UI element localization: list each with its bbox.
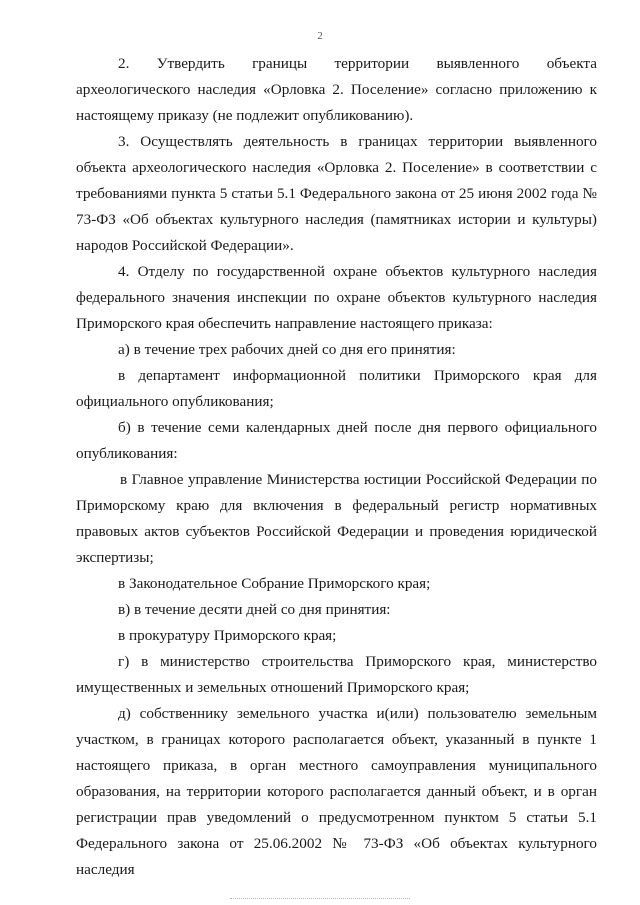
paragraph-subitem-b: б) в течение семи календарных дней после дня первого официального опубликования: <box>76 419 597 462</box>
paragraph-subitem-v: в) в течение десяти дней со дня принятия: <box>118 601 391 618</box>
paragraph-subitem-d: д) собственнику земельного участка и(или) пользователю земельным участком, в границах которого располагается объект, указанный в пункте 1 настоящего приказа, в орган местного самоуправления муниципального образования, на территории которого располагается данный объект, и в орган регистрации прав уведомлений о предусмотренном пунктом 5 статьи 5.1 Федерального закона от 25.06.2002 № 73-ФЗ «Об объектах культурного наследия <box>76 705 597 878</box>
page-number: 2 <box>317 30 323 42</box>
document-body <box>76 51 597 883</box>
paragraph-recipient-department: в департамент информационной политики Приморского края для официального опубликования; <box>76 367 597 410</box>
paragraph-subitem-a: а) в течение трех рабочих дней со дня его принятия: <box>118 341 456 358</box>
paragraph-recipient-prosecutor: в прокуратуру Приморского края; <box>118 627 337 644</box>
paragraph-recipient-justice: в Главное управление Министерства юстиции Российской Федерации по Приморскому краю для включения в федеральный регистр нормативных правовых актов субъектов Российской Федерации и проведения юридической экспертизы; <box>76 471 597 566</box>
paragraph-item-3: 3. Осуществлять деятельность в границах территории выявленного объекта археологического наследия «Орловка 2. Поселение» в соответствии с требованиями пункта 5 статьи 5.1 Федерального закона от 25 июня 2002 года № 73-ФЗ «Об объектах культурного наследия (памятниках истории и культуры) народов Российской Федерации». <box>76 133 597 254</box>
paragraph-item-2: 2. Утвердить границы территории выявленного объекта археологического наследия «Орловка 2. Поселение» согласно приложению к настоящему приказу (не подлежит опубликованию). <box>76 55 597 124</box>
paragraph-item-4: 4. Отделу по государственной охране объектов культурного наследия федерального значения инспекции по охране объектов культурного наследия Приморского края обеспечить направление настоящего приказа: <box>76 263 597 332</box>
paragraph-recipient-assembly: в Законодательное Собрание Приморского края; <box>118 575 431 592</box>
paragraph-subitem-g: г) в министерство строительства Приморского края, министерство имущественных и земельных отношений Приморского края; <box>76 653 597 696</box>
bottom-edge-mark <box>230 898 410 899</box>
